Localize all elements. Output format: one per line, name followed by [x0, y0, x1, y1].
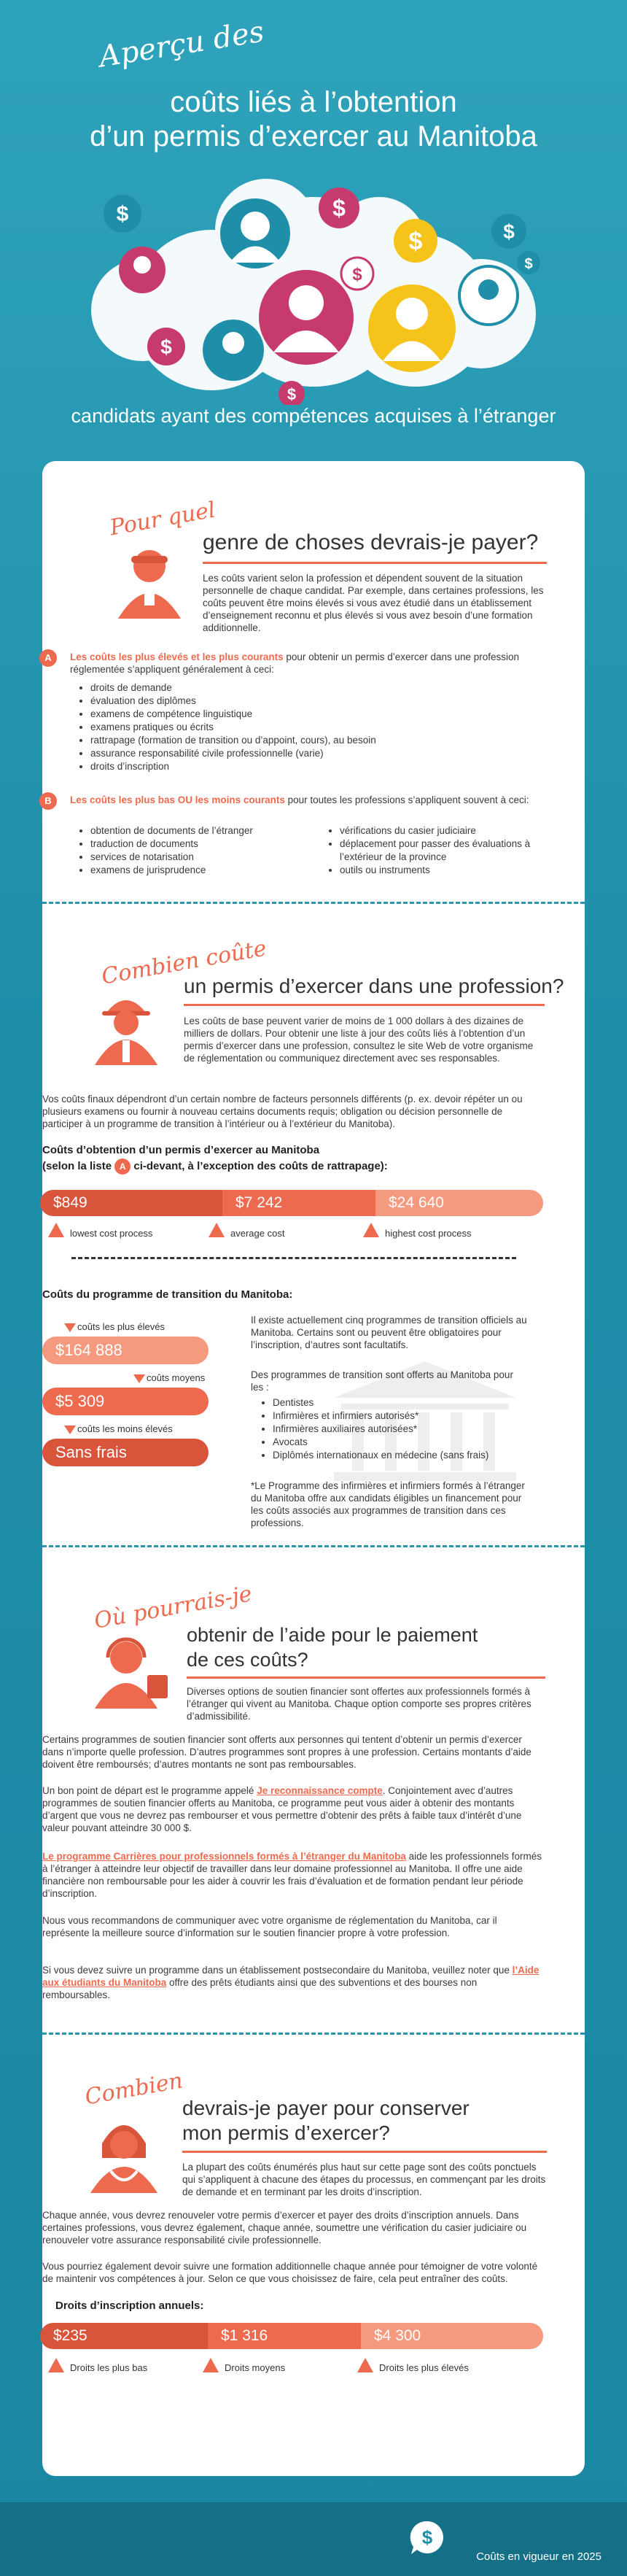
- person-teal-icon: [203, 320, 264, 381]
- p3-b: aide les professionnels formés à l’étranger à atteindre leur objectif de travailler dans leur domaine professionnel au Manitoba. Il offre une aide financière non remboursable pour les aider à couvrir les frais d’évaluation et de formation pendant leur période d’inscription.: [42, 1851, 542, 1899]
- section1-b-list-col2: [328, 824, 547, 877]
- bridge-p2: Des programmes de transition sont offerts au Manitoba pour les :: [251, 1369, 513, 1393]
- section3-underline: [187, 1676, 545, 1679]
- section4-heading-2: mon permis d’exercer?: [182, 2121, 390, 2144]
- section1-a-text: [70, 651, 551, 676]
- section3-p1: Certains programmes de soutien financier sont offerts aux personnes qui tentent d’obtenir un permis d’exercer dans n’importe quelle profession. D’autres programmes sont propres à une profession. Certains montants d’aide doivent être remboursés; d’autres montants ne sont pas remboursables.: [42, 1734, 531, 1770]
- list-item: • obtention de documents de l’étranger: [90, 824, 312, 838]
- section-divider: [42, 1545, 585, 1547]
- list-item: • Dentistes: [273, 1396, 523, 1409]
- bar-highest: $24 640: [375, 1190, 543, 1216]
- a-lead: Les coûts les plus élevés et les plus courants: [70, 651, 284, 662]
- header-title-line2: d’un permis d’exercer au Manitoba: [90, 120, 537, 152]
- list-item: • examens de compétence linguistique: [90, 708, 531, 721]
- fee-average: $1 316: [208, 2323, 361, 2349]
- b-lead: Les coûts les plus bas OU les moins courants: [70, 794, 285, 805]
- list-item: • rattrapage (formation de transition ou d’appoint, cours), au besoin: [90, 734, 531, 747]
- list-item: • outils ou instruments: [340, 864, 547, 877]
- section2-script: Combien coûte: [99, 935, 269, 990]
- section1-intro: Les coûts varient selon la profession et dépendent souvent de la situation personnelle de chaque candidat. Par exemple, dans certaines professions, les coûts peuvent être moins élevés si vous avez étudié dans un établissement d’enseignement reconnu et plus élevés si vous avez besoin d’une formation additionnelle.: [203, 573, 544, 633]
- section1-b-list-col1: [79, 824, 312, 877]
- header-script: Aperçu des: [96, 15, 267, 74]
- annual-fees-bar: [40, 2323, 543, 2349]
- header: [0, 0, 627, 452]
- bridge-high-label: coûts les plus élevés: [77, 1321, 165, 1332]
- section4-script: Combien: [82, 2068, 185, 2111]
- person-right-icon: [459, 266, 518, 325]
- chart1-title-2: [42, 1159, 388, 1175]
- fees-title: Droits d’inscription annuels:: [55, 2300, 204, 2312]
- svg-text:$: $: [524, 256, 533, 272]
- list-item: • Avocats: [273, 1436, 523, 1449]
- list-item: • Diplômés internationaux en médecine (sans frais): [273, 1449, 523, 1462]
- section-divider: [42, 2032, 585, 2035]
- svg-text:$: $: [352, 265, 362, 285]
- list-item: • examens de jurisprudence: [90, 864, 312, 877]
- header-subtitle: candidats ayant des compétences acquises à l’étranger: [71, 405, 556, 427]
- bar-lowest: $849: [40, 1190, 222, 1216]
- p5-a: Si vous devez suivre un programme dans un établissement postsecondaire du Manitoba, veuillez noter que: [42, 1965, 513, 1976]
- bridge-title: Coûts du programme de transition du Manitoba:: [42, 1288, 293, 1301]
- svg-text:$: $: [408, 228, 423, 255]
- svg-text:$: $: [503, 220, 515, 243]
- section3-p2: [42, 1784, 545, 1834]
- list-item: • évaluation des diplômes: [90, 695, 531, 708]
- section3-p4: Nous vous recommandons de communiquer avec votre organisme de réglementation du Manitoba, car il représente la meilleure source d’information sur le soutien financier propre à votre profession.: [42, 1915, 497, 1938]
- section1-underline: [203, 562, 547, 564]
- list-item: • droits de demande: [90, 681, 531, 695]
- bridge-list: [261, 1396, 523, 1462]
- p2-b: . Conjointement avec d’autres programmes de soutien financier offerts au Manitoba, ce programme peut vous aider à obtenir des montants d’argent que vous ne devrez pas rembourser et vous permettre d’obtenir des prêts à faible taux d’intérêt d’une valeur pouvant atteindre 30 000 $.: [42, 1785, 522, 1833]
- list-item: • vérifications du casier judiciaire: [340, 824, 547, 838]
- section3-intro: Diverses options de soutien financier sont offertes aux professionnels formés à l’étranger qui vivent au Manitoba. Chaque option comporte ses propres critères d’admissibilité.: [187, 1686, 531, 1722]
- section1-b-text: [70, 794, 551, 806]
- section4-p2: Vous pourriez également devoir suivre une formation additionnelle chaque année pour témoigner de votre volonté de maintenir vos compétences à jour. Selon ce que vous choisissez de faire, cela peut entraîner des coûts.: [42, 2261, 538, 2284]
- worker-avatar-icon: [109, 541, 190, 620]
- people-cost-illustration: [73, 164, 554, 405]
- bridge-high-value: $164 888: [42, 1337, 209, 1364]
- content-card: [42, 461, 585, 2476]
- person-woman-icon: [368, 285, 456, 372]
- person-man-icon: [220, 198, 290, 268]
- fee-average-marker-icon: [203, 2358, 219, 2372]
- woman-doctor-icon: [80, 2114, 168, 2194]
- chart1-title-2b: ci-devant, à l’exception des coûts de rattrapage):: [131, 1160, 388, 1172]
- section-divider: [42, 902, 585, 904]
- p2-a: Un bon point de départ est le programme appelé: [42, 1785, 257, 1796]
- a-rest: pour obtenir un permis d’exercer dans une profession réglementée s’appliquent généralement à ceci:: [70, 651, 520, 675]
- fee-label-highest: Droits les plus élevés: [379, 2362, 469, 2373]
- svg-text:$: $: [332, 195, 346, 221]
- chart1-title-2a: (selon la liste: [42, 1160, 115, 1172]
- b-rest: pour toutes les professions s’appliquent souvent à ceci:: [284, 794, 529, 805]
- footer: [0, 2502, 627, 2576]
- person-left-icon: [119, 247, 165, 293]
- hardhat-worker-icon: [86, 988, 166, 1067]
- bar-average: $7 242: [222, 1190, 375, 1216]
- inner-divider: [71, 1257, 516, 1259]
- fee-label-lowest: Droits les plus bas: [70, 2362, 148, 2373]
- chart1-badge-a: A: [114, 1159, 131, 1175]
- svg-text:$: $: [421, 2526, 433, 2548]
- section3-script: Où pourrais-je: [92, 1581, 254, 1634]
- svg-text:$: $: [160, 336, 172, 358]
- fee-label-average: Droits moyens: [225, 2362, 286, 2373]
- bar-label-lowest: lowest cost process: [70, 1228, 153, 1239]
- marker-highest-icon: [363, 1223, 379, 1237]
- bridge-low-label: coûts les moins élevés: [77, 1423, 173, 1434]
- fee-lowest: $235: [40, 2323, 208, 2349]
- svg-text:$: $: [287, 385, 297, 403]
- section4-underline: [182, 2151, 547, 2153]
- bridge-low-arrow-icon: [64, 1426, 76, 1434]
- marker-lowest-icon: [48, 1223, 64, 1237]
- marker-average-icon: [209, 1223, 225, 1237]
- section3-p3: [42, 1850, 545, 1900]
- bridge-high-arrow-icon: [64, 1323, 76, 1332]
- licensing-cost-bar: [40, 1190, 543, 1216]
- bridge-low-value: Sans frais: [42, 1439, 209, 1466]
- list-item: • Infirmières et infirmiers autorisés*: [273, 1409, 523, 1423]
- list-item: • Infirmières auxiliaires autorisées*: [273, 1423, 523, 1436]
- chart1-title: Coûts d’obtention d’un permis d’exercer au Manitoba: [42, 1144, 320, 1156]
- list-item: • examens pratiques ou écrits: [90, 721, 531, 734]
- list-item: • droits d’inscription: [90, 760, 531, 773]
- p5-b: offre des prêts étudiants ainsi que des subventions et des bourses non remboursables.: [42, 1977, 478, 2000]
- section2-intro: Les coûts de base peuvent varier de moins de 1 000 dollars à des dizaines de milliers de dollars. Pour obtenir une liste à jour des coûts liés à l’obtention d’un permis d’exercer dans une profession, consultez le site Web de votre organisme de réglementation ou communiquez directement avec ses responsables.: [184, 1016, 534, 1064]
- person-headset-icon: [86, 1631, 174, 1710]
- section3-heading-1: obtenir de l’aide pour le paiement: [187, 1624, 478, 1646]
- section2-para: [42, 1093, 545, 1130]
- section2-heading: un permis d’exercer dans une profession?: [184, 975, 564, 997]
- section3-heading-2: de ces coûts?: [187, 1649, 308, 1671]
- section4-intro: La plupart des coûts énumérés plus haut sur cette page sont des coûts ponctuels qui s’appliquent à chacune des étapes du processus, en commençant par les droits de demande et en terminant par les droits d’inscription.: [182, 2162, 546, 2197]
- bridge-avg-arrow-icon: [133, 1374, 145, 1383]
- dollar-chat-icon: [408, 2518, 446, 2556]
- footer-text: Coûts en vigueur en 2025: [476, 2550, 601, 2563]
- badge-a: A: [39, 649, 57, 667]
- section4-heading-1: devrais-je payer pour conserver: [182, 2097, 470, 2119]
- bar-label-highest: highest cost process: [385, 1228, 472, 1239]
- list-item: • traduction de documents: [90, 838, 312, 851]
- section1-script: Pour quel: [108, 497, 218, 541]
- list-item: • services de notarisation: [90, 851, 312, 864]
- link-aide-aux-etudiants[interactable]: l’Aide aux étudiants du Manitoba: [42, 1965, 540, 1988]
- bridge-p1: Il existe actuellement cinq programmes de transition officiels au Manitoba. Certains sont ou peuvent être obligatoires pour l’inscription, d’autres sont facultatifs.: [251, 1315, 527, 1350]
- list-item: • déplacement pour passer des évaluations à l’extérieur de la province: [340, 838, 547, 864]
- svg-text:$: $: [116, 202, 129, 226]
- section2-underline: [184, 1004, 545, 1006]
- list-item: • assurance responsabilité civile professionnelle (varie): [90, 747, 531, 760]
- section1-heading: genre de choses devrais-je payer?: [203, 530, 539, 554]
- header-title-line1: coûts liés à l’obtention: [170, 86, 457, 118]
- section1-a-list: [79, 681, 531, 773]
- bridge-avg-value: $5 309: [42, 1388, 209, 1415]
- person-doctor-icon: [259, 270, 354, 365]
- section3-p5: [42, 1964, 545, 2001]
- bar-label-average: average cost: [230, 1228, 285, 1239]
- section2-para-text: Vos coûts finaux dépendront d’un certain nombre de facteurs personnels différents (p. ex. devoir répéter un ou plusieurs examens ou fournir à nouveau certains documents requis; obligation ou décision personnelle de participer à un programme de transition à l’intérieur ou à l’extérieur du Manitoba).: [42, 1094, 523, 1129]
- link-carrieres-program[interactable]: Le programme Carrières pour professionnels formés à l’étranger du Manitoba: [42, 1851, 406, 1862]
- fee-lowest-marker-icon: [48, 2358, 64, 2372]
- bridge-avg-label: coûts moyens: [147, 1372, 206, 1383]
- link-je-reconnaissance-compte[interactable]: Je reconnaissance compte: [257, 1785, 383, 1796]
- fee-highest-marker-icon: [357, 2358, 373, 2372]
- badge-b: B: [39, 792, 57, 810]
- fee-highest: $4 300: [361, 2323, 543, 2349]
- bridge-note: *Le Programme des infirmières et infirmiers formés à l’étranger du Manitoba offre aux candidats éligibles un financement pour les coûts associés aux programmes de transition dans ces professions.: [251, 1480, 525, 1528]
- section4-p1: Chaque année, vous devrez renouveler votre permis d’exercer et payer des droits d’inscription annuels. Dans certaines professions, vous devrez également, chaque année, soumettre une vérification du casier judiciaire ou renouveler votre assurance responsabilité civile professionnelle.: [42, 2210, 527, 2246]
